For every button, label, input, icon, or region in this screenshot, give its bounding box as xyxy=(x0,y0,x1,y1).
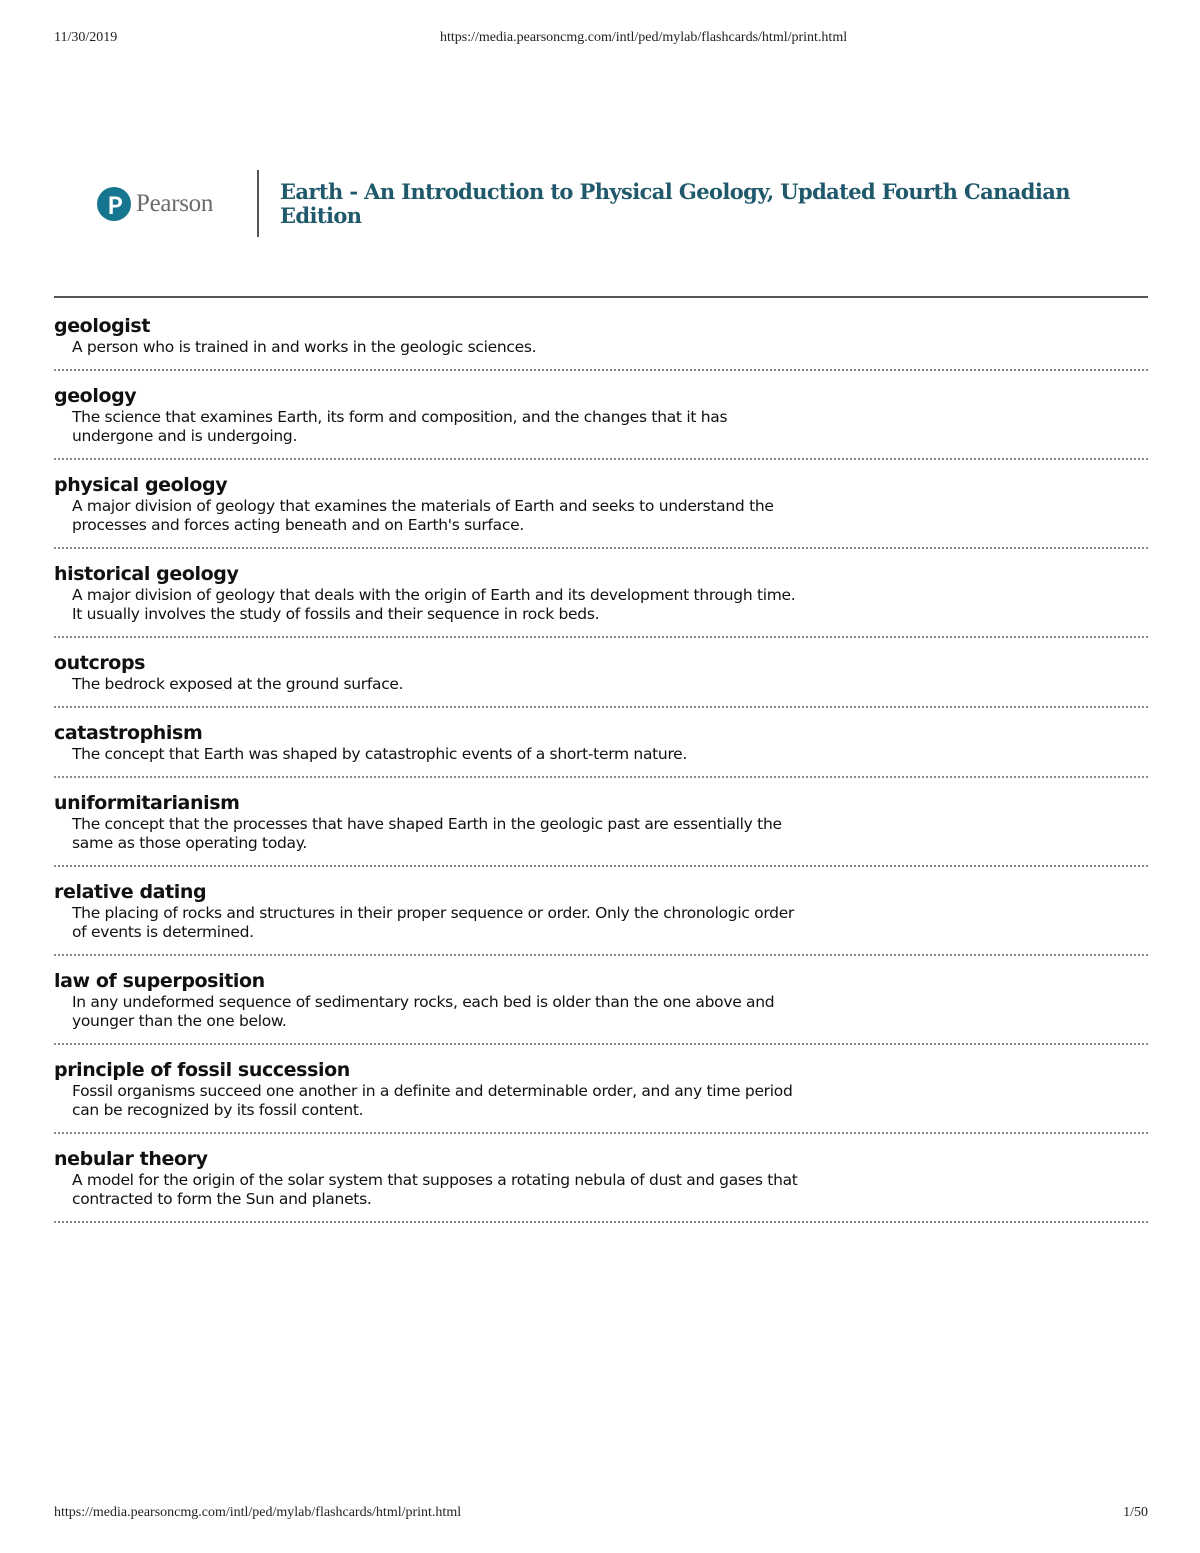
flashcard-definition: The concept that Earth was shaped by catastrophic events of a short-term nature. xyxy=(72,745,688,763)
flashcard xyxy=(54,1058,1148,1134)
flashcard xyxy=(54,651,1148,708)
flashcard-term: physical geology xyxy=(54,474,228,496)
flashcard-definition: A model for the origin of the solar system that supposes a rotating nebula of dust and gases that contracted to form the Sun and planets. xyxy=(72,1171,798,1208)
print-header-url: https://media.pearsoncmg.com/intl/ped/mylab/flashcards/html/print.html xyxy=(440,30,848,45)
flashcard-definition: A major division of geology that deals with the origin of Earth and its development through time. It usually involves the study of fossils and their sequence in rock beds. xyxy=(72,586,796,623)
print-header xyxy=(54,30,1148,50)
flashcard xyxy=(54,791,1148,867)
flashcard-term: geology xyxy=(54,385,137,407)
flashcard-term: relative dating xyxy=(54,881,207,903)
flashcard-term: historical geology xyxy=(54,563,239,585)
flashcard-term: uniformitarianism xyxy=(54,792,240,814)
flashcard xyxy=(54,314,1148,371)
flashcard-list xyxy=(54,314,1148,1236)
flashcard-definition: The concept that the processes that have shaped Earth in the geologic past are essentially the same as those operating today. xyxy=(72,815,782,852)
print-footer xyxy=(54,1505,1148,1525)
flashcard-definition: Fossil organisms succeed one another in a definite and determinable order, and any time period can be recognized by its fossil content. xyxy=(72,1082,793,1119)
flashcard-definition: In any undeformed sequence of sedimentary rocks, each bed is older than the one above and younger than the one below. xyxy=(72,993,775,1030)
flashcard-definition: A person who is trained in and works in the geologic sciences. xyxy=(72,338,537,356)
flashcard-definition: The placing of rocks and structures in their proper sequence or order. Only the chronologic order of events is determined. xyxy=(72,904,795,941)
pearson-brand xyxy=(97,185,213,223)
flashcard-definition: A major division of geology that examines the materials of Earth and seeks to understand the processes and forces acting beneath and on Earth's surface. xyxy=(72,497,774,534)
flashcard-term: geologist xyxy=(54,315,151,337)
pearson-wordmark: Pearson xyxy=(136,190,214,217)
page-number: 1/50 xyxy=(1123,1505,1148,1520)
flashcard xyxy=(54,384,1148,460)
pearson-logo-icon xyxy=(97,187,131,221)
print-date: 11/30/2019 xyxy=(54,30,118,45)
flashcard-term: nebular theory xyxy=(54,1148,208,1170)
flashcard xyxy=(54,473,1148,549)
print-footer-url: https://media.pearsoncmg.com/intl/ped/mylab/flashcards/html/print.html xyxy=(54,1505,462,1520)
flashcard-definition: The bedrock exposed at the ground surface. xyxy=(72,675,404,693)
flashcard-term: catastrophism xyxy=(54,722,203,744)
flashcard-term: principle of fossil succession xyxy=(54,1059,350,1081)
flashcard xyxy=(54,1147,1148,1223)
title-rule xyxy=(54,296,1148,298)
flashcard xyxy=(54,969,1148,1045)
flashcard xyxy=(54,880,1148,956)
flashcard xyxy=(54,721,1148,778)
book-title: Earth - An Introduction to Physical Geology, Updated Fourth Canadian Edition xyxy=(280,179,1070,228)
header-divider xyxy=(257,170,259,237)
flashcard-term: law of superposition xyxy=(54,970,265,992)
flashcard xyxy=(54,562,1148,638)
flashcard-term: outcrops xyxy=(54,652,146,674)
flashcard-definition: The science that examines Earth, its form and composition, and the changes that it has undergone and is undergoing. xyxy=(72,408,728,445)
